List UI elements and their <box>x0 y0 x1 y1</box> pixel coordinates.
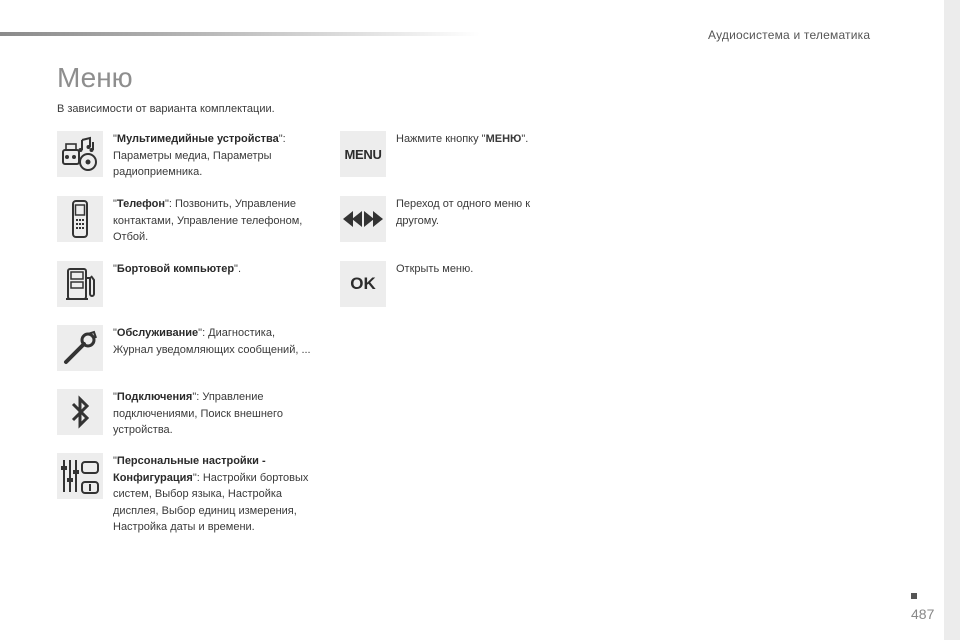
page-title: Меню <box>57 62 133 93</box>
page-number: 487 <box>911 606 935 622</box>
ok-button <box>340 261 386 307</box>
multimedia-icon <box>57 131 103 177</box>
phone-icon <box>57 196 103 242</box>
menu-button <box>340 131 386 177</box>
menu-instruction <box>396 131 556 148</box>
menu-instruction-before: Нажмите кнопку " <box>396 133 486 145</box>
page-edge <box>944 0 960 640</box>
section-label: Аудиосистема и телематика <box>708 28 871 42</box>
service-entry: "Обслуживание": Диагностика, Журнал уведомляющих сообщений, ... <box>113 327 311 356</box>
phone-desc: : Позвонить, Управление контактами, Управление телефоном, Отбой. <box>113 198 303 243</box>
service-desc: : Диагностика, Журнал уведомляющих сообщений, ... <box>113 327 311 356</box>
settings-sliders-icon <box>57 453 103 499</box>
trip-computer-icon <box>57 261 103 307</box>
ok-instruction: Открыть меню. <box>396 263 474 275</box>
bluetooth-icon <box>57 389 103 435</box>
ok-button-label: OK <box>350 274 376 293</box>
skip-arrows-icon <box>340 196 386 242</box>
multimedia-entry: "Мультимедийные устройства": Параметры медиа, Параметры радиоприемника. <box>113 133 286 178</box>
personal-settings-label: Персональные настройки - Конфигурация <box>113 455 266 484</box>
service-label: Обслуживание <box>116 327 199 339</box>
connections-label: Подключения <box>116 391 193 403</box>
menu-button-label: MENU <box>344 146 382 162</box>
personal-settings-desc: : Настройки бортовых систем, Выбор языка, Настройка дисплея, Выбор единиц измерения, Настройка даты и времени. <box>113 471 309 533</box>
menu-instruction-strong: МЕНЮ <box>485 133 522 145</box>
trip-computer-entry: "Бортовой компьютер". <box>113 263 242 275</box>
multimedia-label: Мультимедийные устройства <box>116 133 279 145</box>
multimedia-desc: : Параметры медиа, Параметры радиоприемника. <box>113 133 286 178</box>
phone-entry: "Телефон": Позвонить, Управление контактами, Управление телефоном, Отбой. <box>113 198 303 243</box>
intro-text: В зависимости от варианта комплектации. <box>57 103 275 115</box>
navigate-instruction: Переход от одного меню к другому. <box>396 198 531 227</box>
trip-computer-label: Бортовой компьютер <box>116 263 235 275</box>
personal-settings-entry: "Персональные настройки - Конфигурация": Настройки бортовых систем, Выбор языка, Настройка дисплея, Выбор единиц измерения, Настройка даты и времени. <box>113 455 309 533</box>
page-marker <box>911 593 917 599</box>
phone-label: Телефон <box>116 198 165 210</box>
trip-computer-desc: . <box>237 263 242 275</box>
menu-instruction-after: ". <box>521 133 529 145</box>
header-rule <box>0 32 480 36</box>
wrench-icon <box>57 325 103 371</box>
connections-desc: : Управление подключениями, Поиск внешнего устройства. <box>113 391 283 436</box>
connections-entry: "Подключения": Управление подключениями, Поиск внешнего устройства. <box>113 391 283 436</box>
